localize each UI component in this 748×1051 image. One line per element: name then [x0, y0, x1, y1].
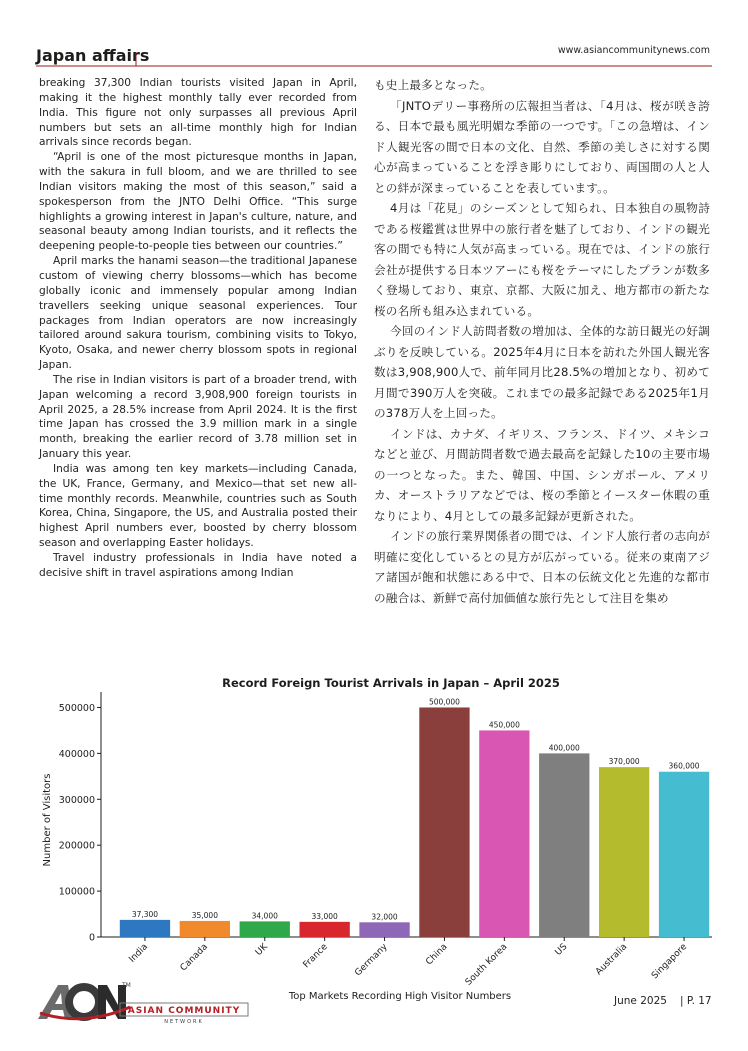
x-tick-label: France — [301, 942, 330, 971]
japanese-paragraph-3: 4月は「花見」のシーズンとして知られ、日本独自の風物詩である桜鑑賞は世界中の旅行者を魅了しており、インドの観光客の間でも特に人気が高まっている。現在では、インドの旅行会社が提供する日本ツアーにも桜をテーマにしたプランが数多く登場しており、東京、京都、大阪に加え、地方都市の新たな桜の名所も組み込まれている。 — [374, 201, 710, 318]
acn-logo — [34, 977, 254, 1025]
logo-tagline: ASIAN COMMUNITY — [127, 1006, 241, 1016]
bar-value-label: 500,000 — [428, 697, 460, 707]
bar — [659, 772, 709, 937]
bar — [359, 922, 409, 937]
svg-text:TM: TM — [122, 982, 131, 989]
x-tick-label: Singapore — [649, 942, 690, 982]
y-tick-label: 0 — [88, 932, 95, 944]
bar-value-label: 33,000 — [311, 911, 338, 921]
x-tick-label: India — [127, 942, 151, 965]
japanese-paragraph-5: インドは、カナダ、イギリス、フランス、ドイツ、メキシコなどと並び、月間訪問者数で過去最高を記録した10の主要市場の一つとなった。また、韓国、中国、シンガポール、アメリカ、オーストラリアなどでは、桜の季節とイースター休暇の重なりにより、4月としての最多記録が更新された。 — [374, 426, 710, 523]
x-tick-label: UK — [253, 942, 270, 958]
english-paragraph-3: April marks the hanami season—the traditional Japanese custom of viewing cherry blossoms—which has become globally iconic and immensely popular among Indian travellers seeking unique seasonal experiences. Tour packages from Indian operators are now increasingly tailored around sakura tourism, combining visits to Tokyo, Kyoto, Osaka, and newer cherry blossom spots in regional Japan. — [39, 255, 357, 372]
chart-y-axis-label: Number of Visitors — [42, 773, 53, 867]
website-url[interactable]: www.asiancommunitynews.com — [557, 45, 710, 56]
bar — [479, 730, 529, 937]
x-tick-label: Germany — [353, 942, 390, 979]
y-tick-label: 100000 — [58, 886, 95, 898]
japanese-paragraph-6: インドの旅行業界関係者の間では、インド人旅行者の志向が明確に変化しているとの見方が広がっている。従来の東南アジア諸国が飽和状態にある中で、日本の伝統文化と先進的な都市の融合は、新鮮で高付加価値な旅行先として注目を集め — [374, 529, 710, 605]
bar — [539, 753, 589, 937]
bar — [419, 707, 469, 937]
visitor-bar-chart — [36, 672, 716, 1008]
english-paragraph-1: breaking 37,300 Indian tourists visited Japan in April, making it the highest monthly tally ever recorded from India. This figure not only surpasses all previous April numbers but sets an all-time monthly high for Indian arrivals since records began. — [39, 77, 357, 149]
section-title: Japan affairs — [36, 46, 150, 65]
bar-value-label: 35,000 — [191, 910, 218, 920]
x-tick-label: Australia — [594, 942, 630, 978]
x-tick-label: US — [553, 942, 570, 958]
issue-date: June 2025 — [614, 995, 667, 1007]
chart-x-axis-label: Top Markets Recording High Visitor Numbers — [288, 991, 512, 1002]
bar-value-label: 400,000 — [548, 743, 580, 753]
english-paragraph-5: India was among ten key markets—including Canada, the UK, France, Germany, and Mexico—that set new all-time monthly records. Meanwhile, countries such as South Korea, China, Singapore, the US, and Australia posted their highest April numbers ever, boosted by cherry blossom season and overlapping Easter holidays. — [39, 462, 357, 550]
bar — [180, 921, 230, 937]
japanese-paragraph-1: も史上最多となった。 — [374, 78, 492, 92]
logo-subline: NETWORK — [164, 1019, 204, 1025]
japanese-article — [374, 75, 710, 608]
bar-value-label: 370,000 — [608, 757, 640, 767]
english-paragraph-2: “April is one of the most picturesque months in Japan, with the sakura in full bloom, and we are thrilled to see Indian visitors making the most of this season,” said a spokesperson from the JNTO Delhi Office. “This surge highlights a growing interest in Japan's culture, nature, and seasonal beauty among Indian tourists, and it reflects the deepening people-to-people ties between our countries.” — [39, 151, 357, 253]
bar-value-label: 360,000 — [668, 761, 700, 771]
x-tick-label: China — [424, 942, 450, 968]
y-tick-label: 400000 — [58, 748, 95, 760]
english-paragraph-6: Travel industry professionals in India have noted a decisive shift in travel aspirations among Indian — [39, 552, 357, 579]
header-rule — [36, 66, 712, 67]
y-tick-label: 300000 — [58, 794, 95, 806]
chart-title: Record Foreign Tourist Arrivals in Japan – April 2025 — [222, 676, 560, 690]
english-paragraph-4: The rise in Indian visitors is part of a broader trend, with Japan welcoming a record 3,908,900 foreign tourists in April 2025, a 28.5% increase from April 2024. It is the first time Japan has crossed the 3.9 million mark in a single month, breaking the earlier record of 3.78 million set in January this year. — [39, 373, 357, 461]
x-tick-label: South Korea — [463, 942, 510, 988]
japanese-paragraph-2: 「JNTOデリー事務所の広報担当者は、「4月は、桜が咲き誇る、日本で最も風光明媚な季節の一つです。「この急増は、インド人観光客の間で日本の文化、自然、季節の美しさに対する関心が高まっていることを浮き彫りにしており、両国間の人と人との絆が深まっていることを表しています。。 — [374, 98, 710, 195]
japanese-paragraph-4: 今回のインド人訪問者数の増加は、全体的な訪日観光の好調ぶりを反映している。2025年4月に日本を訪れた外国人観光客数は3,908,900人で、前年同月比28.5%の増加となり、初めて月間で390万人を突破。これまでの最多記録である2025年1月の378万人を上回った。 — [374, 324, 710, 420]
bar-value-label: 32,000 — [371, 912, 398, 922]
bar-value-label: 37,300 — [131, 909, 159, 919]
y-tick-label: 500000 — [58, 702, 95, 714]
y-tick-label: 200000 — [58, 840, 95, 852]
bar — [240, 921, 290, 937]
chart-canvas — [36, 672, 716, 1008]
bar — [120, 920, 170, 937]
english-article — [39, 76, 357, 581]
bar-value-label: 34,000 — [251, 911, 278, 921]
x-tick-label: Canada — [178, 942, 210, 974]
bar — [299, 922, 349, 937]
bar-value-label: 450,000 — [488, 720, 520, 730]
bar — [599, 767, 649, 937]
logo-mark — [38, 985, 130, 1019]
page-number: | P. 17 — [680, 995, 712, 1007]
